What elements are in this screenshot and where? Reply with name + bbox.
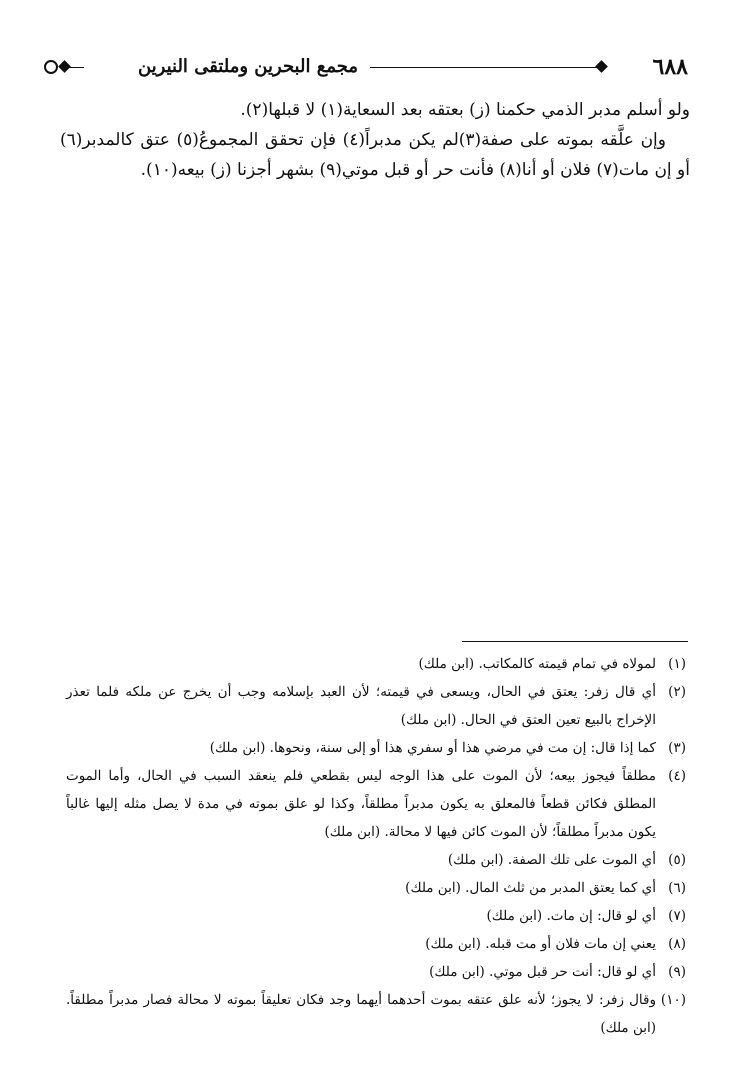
- footnote: [66, 846, 686, 874]
- footnote: [66, 958, 686, 986]
- footnote: [66, 874, 686, 902]
- footnote: [66, 902, 686, 930]
- footnote-number: (٢): [668, 684, 686, 700]
- footnote: [66, 986, 686, 1042]
- footnote: [66, 678, 686, 734]
- footnote: [66, 734, 686, 762]
- footnote-number: (٥): [668, 852, 686, 868]
- running-title: مجمع البحرين وملتقى النيرين: [137, 56, 358, 77]
- main-text: [60, 95, 690, 185]
- circle-ornament-icon: [44, 60, 58, 74]
- header-rule: [68, 67, 84, 68]
- footnote-text: أي كما يعتق المدبر من ثلث المال. (ابن ملك): [405, 880, 656, 896]
- header-rule: [370, 67, 600, 68]
- main-paragraph: ولو أسلم مدبر الذمي حكمنا (ز) بعتقه بعد السعاية(١) لا قبلها(٢).: [240, 100, 690, 120]
- page-number: ٦٨٨: [652, 54, 688, 80]
- footnote: [66, 650, 686, 678]
- footnote-number: (٧): [668, 908, 686, 924]
- footnote-text: أي قال زفر: يعتق في الحال، ويسعى في قيمته؛ لأن العبد بإسلامه وجب أن يخرج عن ملكه فلما تعذر الإخراج بالبيع تعين العتق في الحال. (ابن ملك): [66, 684, 656, 728]
- main-paragraph: وإن علَّقه بموته على صفة(٣)لم يكن مدبراً(٤) فإن تحقق المجموعُ(٥) عتق كالمدبر(٦) أو إن مات(٧) فلان أو أنا(٨) فأنت حر أو قبل موتي(٩) بشهر أجزنا (ز) بيعه(١٠).: [60, 130, 690, 180]
- footnote-text: لمولاه في تمام قيمته كالمكاتب. (ابن ملك): [418, 656, 656, 672]
- page-header: [38, 50, 688, 86]
- footnote-text: أي لو قال: أنت حر قبل موتي. (ابن ملك): [429, 964, 656, 980]
- footnote-text: أي لو قال: إن مات. (ابن ملك): [486, 908, 656, 924]
- footnote-number: (٣): [668, 740, 686, 756]
- footnote-number: (٤): [668, 768, 686, 784]
- footnote-text: كما إذا قال: إن مت في مرضي هذا أو سفري هذا أو إلى سنة، ونحوها. (ابن ملك): [209, 740, 656, 756]
- footnote-number: (٨): [668, 936, 686, 952]
- footnote-text: مطلقاً فيجوز بيعه؛ لأن الموت على هذا الوجه ليس بقطعي فلم ينعقد السبب في الحال، وأما الموت المطلق فكائن قطعاً فالمعلق به يكون مدبراً مطلقاً، وكذا لو علق بموته في مدة لا يصل مثله إليها غالباً يكون مدبراً مطلقاً؛ لأن الموت كائن فيها لا محالة. (ابن ملك): [66, 768, 656, 840]
- footnote-number: (٦): [668, 880, 686, 896]
- footnote-text: أي الموت على تلك الصفة. (ابن ملك): [447, 852, 656, 868]
- footnote: [66, 930, 686, 958]
- footnotes: [66, 650, 686, 1042]
- footnote-number: (٩): [668, 964, 686, 980]
- footnote-separator: [462, 641, 688, 642]
- footnote-number: (١٠): [660, 992, 686, 1008]
- footnote-number: (١): [668, 656, 686, 672]
- footnote-text: يعني إن مات فلان أو مت قبله. (ابن ملك): [425, 936, 656, 952]
- footnote-text: وقال زفر: لا يجوز؛ لأنه علق عتقه بموت أحدهما أيهما وجد فكان تعليقاً بموته لا محالة فصار مدبراً مطلقاً. (ابن ملك): [66, 992, 656, 1036]
- footnote: [66, 762, 686, 846]
- diamond-ornament-icon: [58, 60, 71, 73]
